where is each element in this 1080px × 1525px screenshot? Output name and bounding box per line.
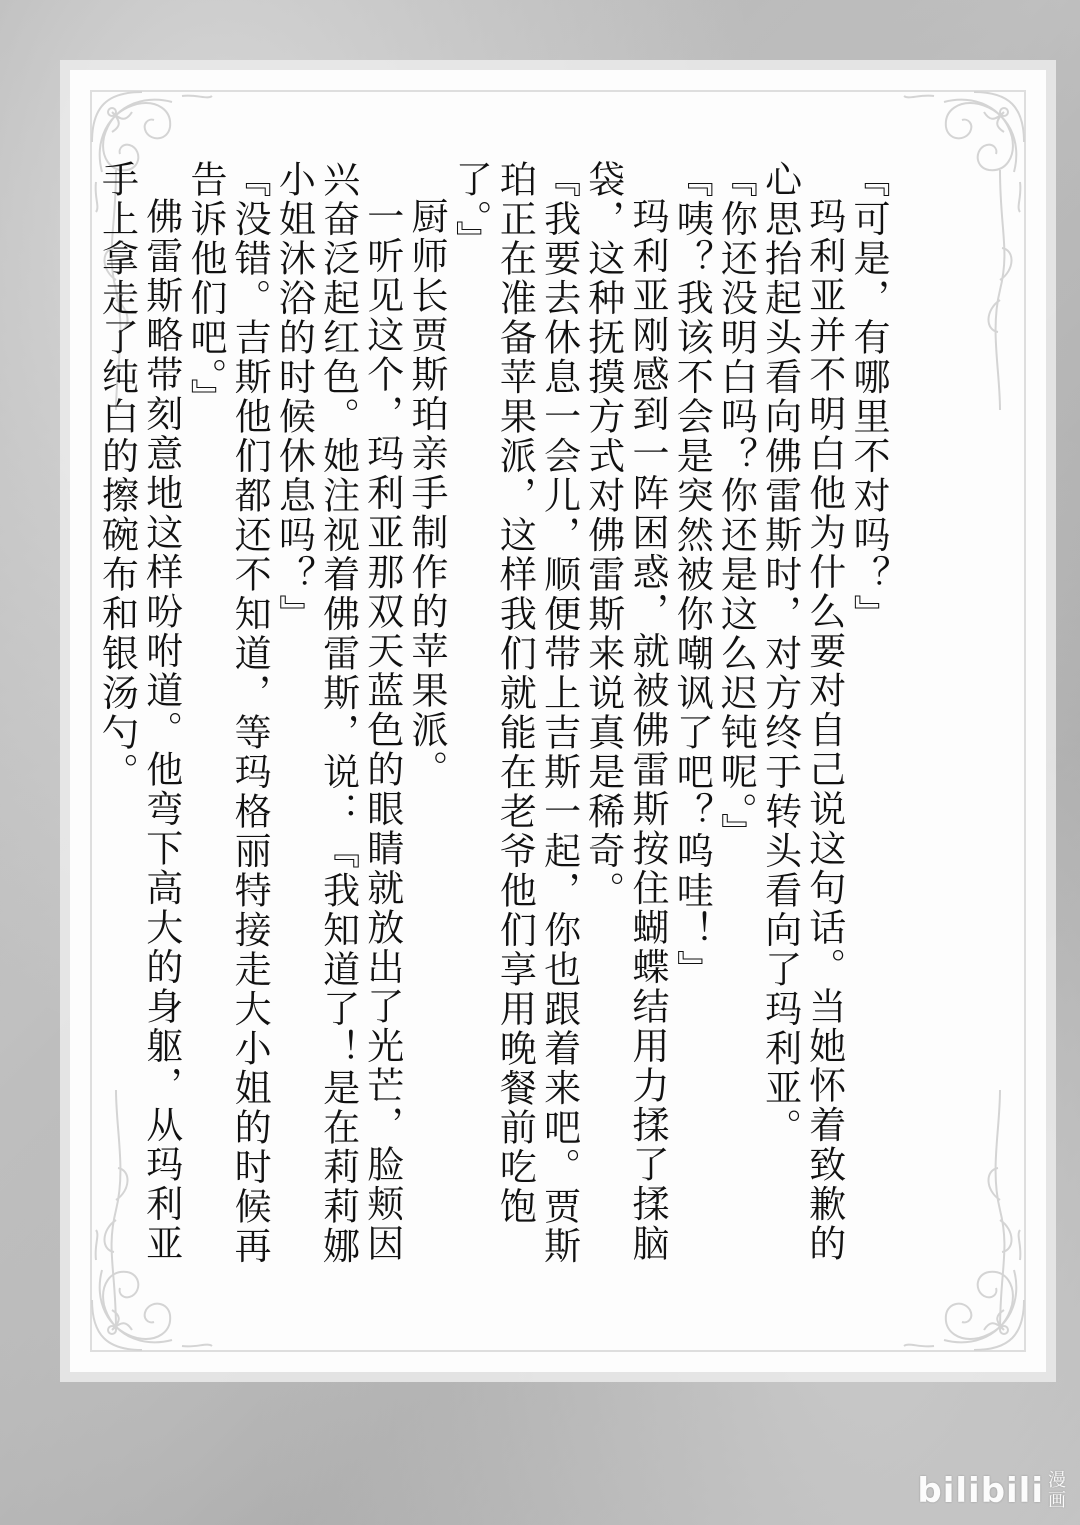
watermark-subtitle bbox=[1048, 1471, 1066, 1511]
dialogue-line: 『我要去休息一会儿，顺便带上吉斯一起，你也跟着来吧。贾斯珀正在准备苹果派，这样我们就能在老爷他们享用晚餐前吃饱了。』 bbox=[449, 160, 581, 1266]
watermark-char-bottom: 画 bbox=[1048, 1490, 1066, 1511]
dialogue-line: 『没错。吉斯他们都还不知道，等玛格丽特接走大小姐的时候再告诉他们吧。』 bbox=[183, 160, 272, 1266]
dialogue-line: 『可是，有哪里不对吗？』 bbox=[847, 160, 890, 634]
narration-paragraph: 厨师长贾斯珀亲手制作的苹果派。 bbox=[404, 197, 448, 790]
watermark-char-top: 漫 bbox=[1048, 1470, 1066, 1491]
dialogue-line: 『你还没明白吗？你还是这么迟钝呢。』 bbox=[714, 160, 758, 853]
novel-text-body bbox=[95, 160, 890, 1280]
bilibili-logo: bilibili bbox=[917, 1471, 1044, 1511]
side-ornament-icon bbox=[980, 1090, 1020, 1330]
bilibili-comics-watermark bbox=[917, 1471, 1066, 1511]
narration-paragraph: 玛利亚并不明白他为什么要对自己说这句话。当她怀着致歉的心思抬起头看向佛雷斯时，对方终于转头看向了玛利亚。 bbox=[758, 160, 846, 1264]
narration-paragraph: 一听见这个，玛利亚那双天蓝色的眼睛就放出了光芒，脸颊因兴奋泛起红色。她注视着佛雷斯，说：『我知道了！是在莉莉娜小姐沐浴的时候休息吗？』 bbox=[272, 160, 404, 1266]
narration-paragraph: 玛利亚刚感到一阵困惑，就被佛雷斯按住蝴蝶结用力揉了揉脑袋，这种抚摸方式对佛雷斯来说真是稀奇。 bbox=[581, 160, 669, 1264]
narration-paragraph: 佛雷斯略带刻意地这样吩咐道。他弯下高大的身躯，从玛利亚手上拿走了纯白的擦碗布和银汤勺。 bbox=[95, 160, 183, 1264]
dialogue-line: 『咦？我该不会是突然被你嘲讽了吧？呜哇！』 bbox=[670, 160, 714, 990]
side-ornament-icon bbox=[980, 170, 1020, 410]
